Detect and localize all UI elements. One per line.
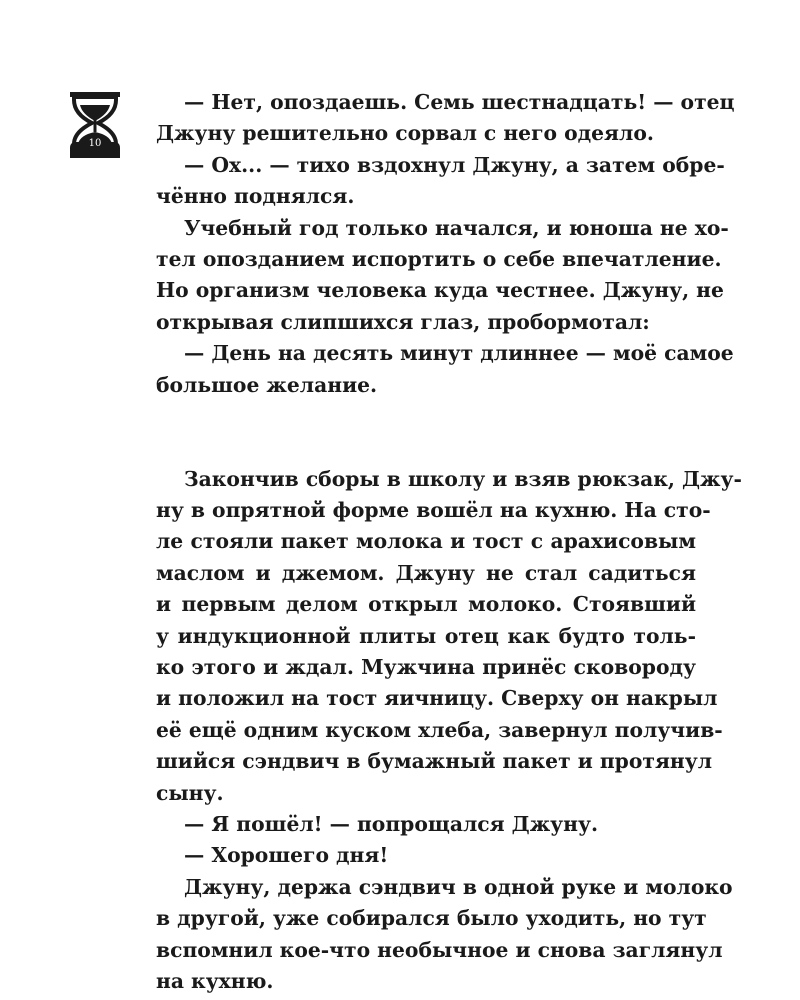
- body-text: [156, 87, 742, 997]
- text-line: Джуну, держа сэндвич в одной руке и молоко: [184, 874, 733, 899]
- text-line: — День на десять минут длиннее — моё самое: [184, 341, 734, 366]
- text-line: сыну.: [156, 780, 224, 805]
- text-line: тел опозданием испортить о себе впечатление.: [156, 246, 722, 271]
- text-line: в другой, уже собирался было уходить, но тут: [156, 906, 707, 931]
- text-line: — Ох... — тихо вздохнул Джуну, а затем обре-: [184, 152, 725, 177]
- page-number: 10: [88, 138, 102, 149]
- text-line: большое желание.: [156, 372, 378, 397]
- text-line: её ещё одним куском хлеба, завернул получив-: [156, 717, 723, 742]
- text-line: маслом и джемом. Джуну не стал садиться: [156, 560, 696, 585]
- page-marker: [68, 92, 122, 158]
- text-line: шийся сэндвич в бумажный пакет и протянул: [156, 749, 713, 774]
- text-line: — Нет, опоздаешь. Семь шестнадцать! — отец: [184, 90, 735, 114]
- text-line: у индукционной плиты отец как будто толь-: [156, 623, 696, 648]
- text-line: ле стояли пакет молока и тост с арахисовым: [156, 529, 696, 554]
- text-section-1: [156, 87, 735, 401]
- text-line: — Я пошёл! — попрощался Джуну.: [184, 811, 599, 836]
- text-line: Закончив сборы в школу и взяв рюкзак, Джу-: [184, 466, 742, 491]
- section-break: [156, 401, 696, 432]
- text-line: и первым делом открыл молоко. Стоявший: [156, 592, 696, 617]
- text-line: — Хорошего дня!: [184, 843, 389, 868]
- text-line: и положил на тост яичницу. Сверху он накрыл: [156, 686, 718, 711]
- text-line: чённо поднялся.: [156, 184, 355, 209]
- text-line: Но организм человека куда честнее. Джуну, не: [156, 278, 724, 303]
- text-line: ну в опрятной форме вошёл на кухню. На сто-: [156, 498, 711, 523]
- text-line: Учебный год только начался, и юноша не хо-: [184, 215, 729, 240]
- text-line: ко этого и ждал. Мужчина принёс сковороду: [156, 655, 696, 680]
- text-line: вспомнил кое-что необычное и снова заглянул: [156, 937, 723, 962]
- text-line: Джуну решительно сорвал с него одеяло.: [156, 121, 654, 146]
- section-break: [156, 432, 696, 463]
- text-section-2: [156, 464, 742, 998]
- text-line: открывая слипшихся глаз, пробормотал:: [156, 309, 650, 334]
- text-line: на кухню.: [156, 968, 274, 993]
